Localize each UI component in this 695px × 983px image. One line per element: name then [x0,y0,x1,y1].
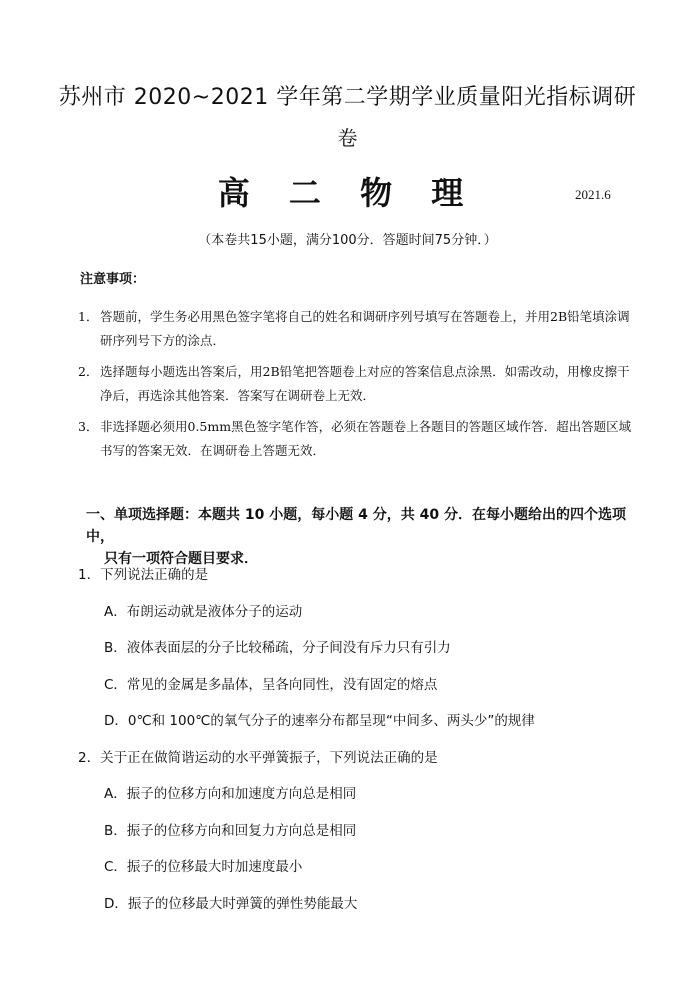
exam-date: 2021.6 [575,187,611,202]
question-stem: 1．下列说法正确的是 [78,567,209,583]
notice-heading: 注意事项： [80,272,146,287]
answer-option: A．振子的位移方向和加速度方向总是相同 [104,786,357,802]
answer-option: A．布朗运动就是液体分子的运动 [104,604,303,620]
question-stem: 2．关于正在做简谐运动的水平弹簧振子，下列说法正确的是 [78,750,438,766]
subject-title: 高 二 物 理 [217,174,478,212]
notice-item-number: 2． [78,364,99,379]
section-heading-line1: 一、单项选择题：本题共 10 小题，每小题 4 分，共 40 分．在每小题给出的四个选项中， [86,507,626,545]
notice-item-number: 3． [78,419,99,434]
section-heading-line2: 只有一项符合题目要求． [104,551,258,567]
section-heading [86,504,646,570]
answer-option: D．振子的位移最大时弹簧的弹性势能最大 [104,896,358,912]
answer-option: C．振子的位移最大时加速度最小 [104,859,303,875]
answer-option: D．0℃和 100℃的氧气分子的速率分布都呈现“中间多、两头少”的规律 [104,713,535,729]
notice-item [78,305,638,353]
answer-option: C．常见的金属是多晶体，呈各向同性，没有固定的熔点 [104,677,438,693]
notice-item [78,415,638,463]
answer-option: B．液体表面层的分子比较稀疏，分子间没有斥力只有引力 [104,640,451,656]
notice-item [78,360,638,408]
answer-option: B．振子的位移方向和回复力方向总是相同 [104,823,357,839]
notice-item-text: 非选择题必须用0.5mm黑色签字笔作答，必须在答题卷上各题目的答题区域作答．超出答题区域书写的答案无效．在调研卷上答题无效． [100,419,632,458]
notice-item-text: 答题前，学生务必用黑色签字笔将自己的姓名和调研序列号填写在答题卷上，并用2B铅笔填涂调研序列号下方的涂点． [100,309,630,348]
notice-item-number: 1． [78,309,99,324]
page-title: 苏州市 2020~2021 学年第二学期学业质量阳光指标调研 [58,85,637,110]
exam-info: （本卷共15小题，满分100分．答题时间75分钟．） [198,233,497,248]
page-title-continuation: 卷 [337,126,358,150]
notice-item-text: 选择题每小题选出答案后，用2B铅笔把答题卷上对应的答案信息点涂黑．如需改动，用橡皮擦干净后，再选涂其他答案．答案写在调研卷上无效． [100,364,630,403]
